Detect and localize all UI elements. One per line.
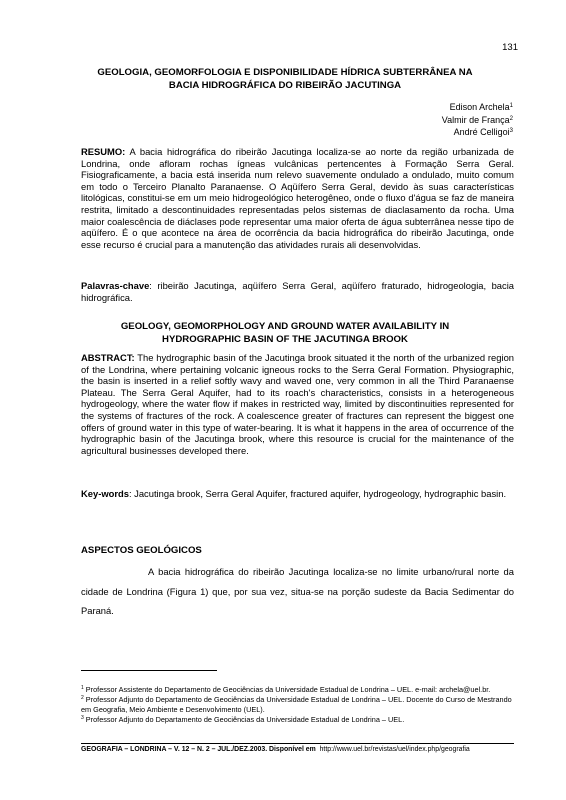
footnote-marker: 1: [509, 103, 513, 109]
author-list: [442, 101, 513, 139]
footer-citation: GEOGRAFIA – LONDRINA – V. 12 – N. 2 – JUL./DEZ.2003. Disponível em: [81, 746, 316, 753]
section-heading: ASPECTOS GEOLÓGICOS: [81, 545, 202, 556]
page-number: 131: [502, 42, 518, 53]
footnote-text: Professor Adjunto do Departamento de Geociências da Universidade Estadual de Londrina – UEL.: [83, 715, 405, 725]
abstract-label: ABSTRACT:: [81, 352, 135, 363]
footnote-marker: 1: [81, 685, 84, 691]
english-title: [70, 320, 500, 346]
footnote-divider: [81, 670, 217, 671]
title-line: GEOLOGIA, GEOMORFOLOGIA E DISPONIBILIDADE HÍDRICA SUBTERRÂNEA NA: [97, 67, 473, 78]
title-line: GEOLOGY, GEOMORPHOLOGY AND GROUND WATER AVAILABILITY IN: [120, 321, 450, 332]
footnote-marker: 3: [509, 128, 513, 134]
palavras-chave-text: : ribeirão Jacutinga, aqüífero Serra Geral, aqüífero fraturado, hidrogeologia, bacia hidrográfica.: [81, 280, 514, 303]
author-name: Edison Archela: [449, 102, 510, 112]
footnote-marker: 2: [509, 115, 513, 122]
palavras-chave-paragraph: [81, 280, 514, 303]
author-name: André Celligoi: [453, 127, 510, 137]
abstract-text: The hydrographic basin of the Jacutinga brook situated it the north of the urbanized region of the Londrina, where pertaining volcanic igneous rocks to the Serra Geral Formation. Physiographic, the basin is inserted in a relief softly wavy and waved one, very common in all the Third Paranaense Plateau. The Serra Geral Aquifer, had to its roach's characteristics, consists in a heterogeneous hydrogeology, where the water flow if makes in restricted way, limited by discontinuities represented for the systems of fractures of the rock. A coalescence greater of fractures can represent the biggest one offers of ground water in this type of water-bearing. It is what it happens in the area of occurrence of the hydrographic basin of the Jacutinga brook, where this resource is crucial for the maintenance of the agricultural businesses developed there.: [81, 352, 514, 456]
footnotes: [81, 684, 514, 725]
resumo-label: RESUMO:: [81, 146, 126, 157]
footnote-text: Professor Assistente do Departamento de Geociências da Universidade Estadual de Londrina – UEL. e-mail: archela@uel.br.: [83, 685, 491, 694]
palavras-chave-label: Palavras-chave: [81, 280, 150, 291]
author-name: Valmir de França: [441, 114, 510, 125]
footer-url-link[interactable]: http://www.uel.br/revistas/uel/index.php/geografia: [319, 746, 470, 753]
title-line: BACIA HIDROGRÁFICA DO RIBEIRÃO JACUTINGA: [168, 80, 402, 91]
footer-divider: [81, 743, 514, 744]
page-footer: [81, 746, 470, 753]
abstract-paragraph: [81, 352, 514, 456]
footnote: [81, 714, 514, 724]
title-line: HYDROGRAPHIC BASIN OF THE JACUTINGA BROOK: [162, 334, 408, 345]
body-paragraph: A bacia hidrográfica do ribeirão Jacutinga localiza-se no limite urbano/rural norte da cidade de Londrina (Figura 1) que, por sua vez, situa-se na porção sudeste da Bacia Sedimentar do Paraná.: [81, 566, 514, 616]
keywords-paragraph: [81, 488, 514, 500]
footnote-text: Professor Adjunto do Departamento de Geociências da Universidade Estadual de Londrina – UEL. Docente do Curso de Mestrando em Geografia, Meio Ambiente e Desenvolvimento (UEL).: [81, 695, 512, 714]
author: [442, 101, 513, 114]
author: [442, 126, 513, 139]
author: [442, 114, 513, 127]
resumo-text: A bacia hidrográfica do ribeirão Jacutinga localiza-se ao norte da região urbanizada de Londrina, onde afloram rochas ígneas vulcânicas pertencentes à Formação Serra Geral. Fisiograficamente, a bacia está inserida num relevo suavemente ondulado a ondulado, muito comum em todo o Terceiro Planalto Paranaense. O Aqüífero Serra Geral, devido às suas características litológicas, constitui-se em um meio hidrogeológico heterogêneo, onde o fluxo d'água se faz de maneira restrita, limitado a descontinuidades representadas pelos sistemas de diaclasamento da rocha. Uma maior coalescência de diáclases pode representar uma maior oferta de água subterrânea nesse tipo de aqüífero. É o que acontece na área de ocorrência da bacia hidrográfica do ribeirão Jacutinga, onde esse recurso é crucial para a manutenção das atividades rurais ali desenvolvidas.: [81, 146, 514, 250]
keywords-text: : Jacutinga brook, Serra Geral Aquifer, fractured aquifer, hydrogeology, hydrographic basin.: [128, 488, 507, 499]
footnote-marker: 3: [81, 715, 84, 722]
article-title: [70, 66, 500, 92]
keywords-label: Key-words: [81, 488, 129, 499]
resumo-paragraph: [81, 146, 514, 250]
footnote: [81, 694, 514, 714]
footnote-marker: 2: [81, 695, 84, 702]
footnote: [81, 684, 514, 694]
